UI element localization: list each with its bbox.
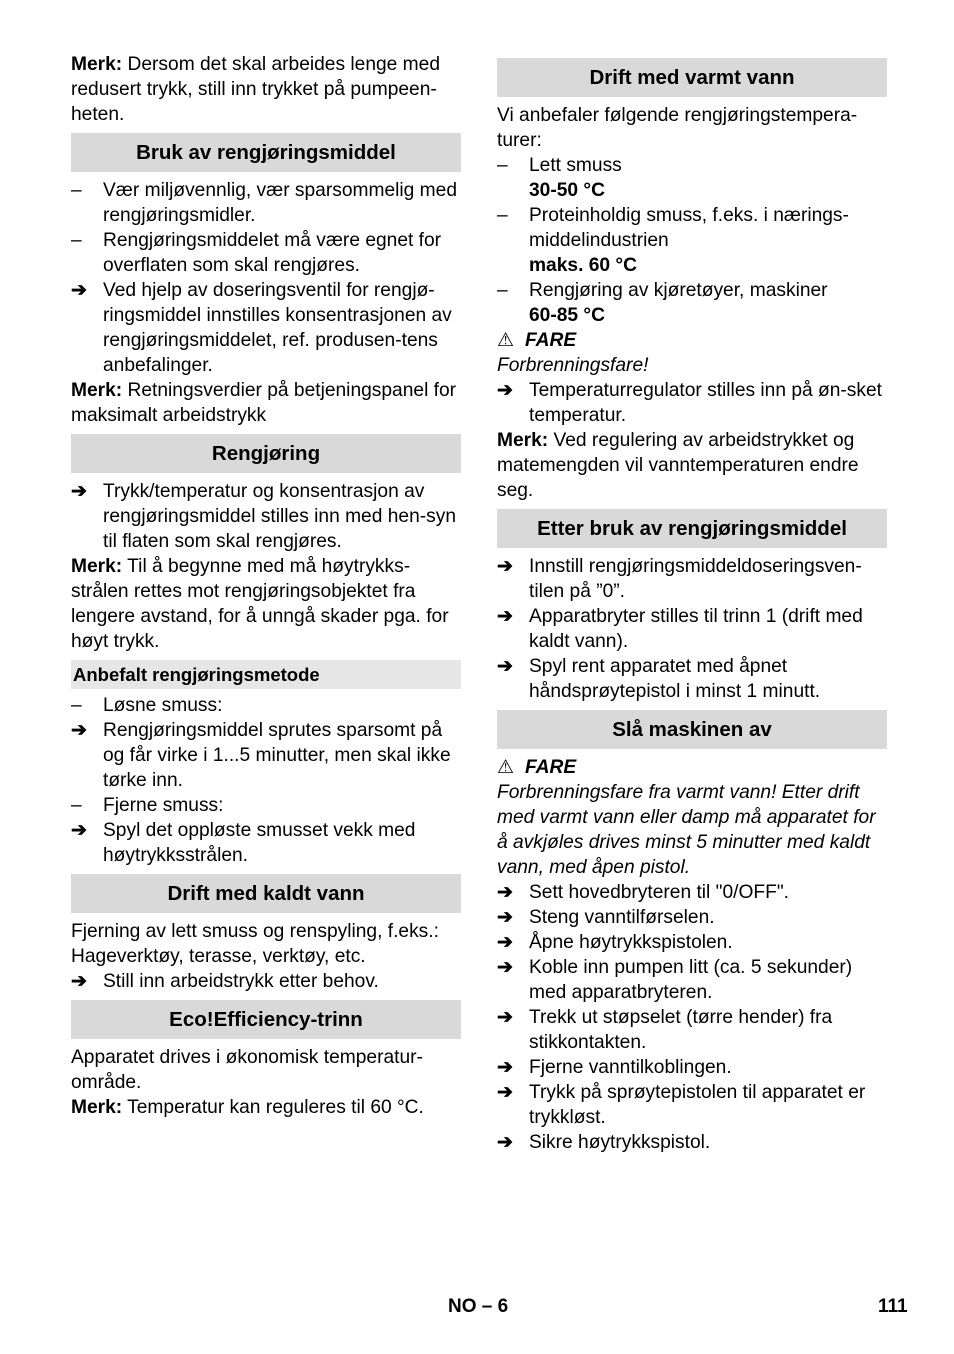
dash-bullet: – (497, 205, 508, 226)
list-item: ➔ Åpne høytrykkspistolen. (497, 932, 733, 953)
paragraph: Fjerning av lett smuss og renspyling, f.eks.: Hageverktøy, terasse, verktøy, etc. (71, 921, 439, 967)
note: Merk: Ved regulering av arbeidstrykket og matemengden vil vanntemperaturen endre seg. (497, 430, 859, 501)
list-item: – Rengjøring av kjøretøyer, maskiner (497, 280, 828, 301)
list-item: ➔ Koble inn pumpen litt (ca. 5 sekunder) med apparatbryteren. (497, 957, 853, 1003)
dash-bullet: – (71, 180, 82, 201)
list-item: ➔ Still inn arbeidstrykk etter behov. (71, 971, 379, 992)
arrow-icon: ➔ (71, 820, 88, 841)
note: Merk: Retningsverdier på betjeningspanel for maksimalt arbeidstrykk (71, 380, 457, 426)
arrow-icon: ➔ (71, 481, 88, 502)
heading-hot-water: Drift med varmt vann (497, 58, 887, 97)
list-item: – Proteinholdig smuss, f.eks. i nærings-middelindustrien (497, 205, 849, 251)
list-item: ➔ Trykk/temperatur og konsentrasjon av rengjøringsmiddel stilles inn med hen-syn til flaten som skal rengjøres. (71, 481, 456, 552)
note: Merk: Temperatur kan reguleres til 60 °C. (71, 1097, 424, 1118)
paragraph: Apparatet drives i økonomisk temperatur-område. (71, 1047, 423, 1093)
list-item: ➔ Apparatbryter stilles til trinn 1 (drift med kaldt vann). (497, 606, 863, 652)
paragraph: Vi anbefaler følgende rengjøringstempera-turer: (497, 105, 858, 151)
warning-label: ⚠ FARE (497, 330, 577, 351)
list-item: ➔ Trekk ut støpselet (tørre hender) fra stikkontakten. (497, 1007, 833, 1053)
left-column (71, 52, 461, 1120)
list-item: ➔ Steng vanntilførselen. (497, 907, 715, 928)
arrow-icon: ➔ (497, 907, 514, 928)
list-item: ➔ Sett hovedbryteren til "0/OFF". (497, 882, 789, 903)
heading-cleaning: Rengjøring (71, 434, 461, 473)
note: Merk: Til å begynne med må høytrykks-strålen rettes mot rengjøringsobjektet fra lengere avstand, for å unngå skader pga. for høyt trykk. (71, 556, 449, 652)
list-item: ➔ Fjerne vanntilkoblingen. (497, 1057, 732, 1078)
heading-turn-off: Slå maskinen av (497, 710, 887, 749)
arrow-icon: ➔ (497, 957, 514, 978)
temperature-value: 60-85 °C (529, 305, 605, 326)
warning-text: Forbrenningsfare fra varmt vann! Etter drift med varmt vann eller damp må apparatet for å avkjøles drives minst 5 minutter med kaldt vann, med åpen pistol. (497, 782, 876, 878)
heading-cleaning-agent: Bruk av rengjøringsmiddel (71, 133, 461, 172)
list-item: ➔ Sikre høytrykkspistol. (497, 1132, 711, 1153)
warning-icon: ⚠ (497, 330, 515, 351)
warning-icon: ⚠ (497, 757, 515, 778)
heading-after-cleaning-agent: Etter bruk av rengjøringsmiddel (497, 509, 887, 548)
list-item: – Løsne smuss: (71, 695, 223, 716)
arrow-icon: ➔ (71, 280, 88, 301)
dash-bullet: – (71, 695, 82, 716)
list-item: ➔ Trykk på sprøytepistolen til apparatet er trykkløst. (497, 1082, 866, 1128)
dash-bullet: – (497, 280, 508, 301)
arrow-icon: ➔ (71, 971, 88, 992)
list-item: – Fjerne smuss: (71, 795, 224, 816)
list-item: ➔ Innstill rengjøringsmiddeldoseringsven-tilen på ”0”. (497, 556, 862, 602)
dash-bullet: – (71, 795, 82, 816)
temperature-value: 30-50 °C (529, 180, 605, 201)
list-item: – Rengjøringsmiddelet må være egnet for overflaten som skal rengjøres. (71, 230, 442, 276)
warning-label: ⚠ FARE (497, 757, 577, 778)
arrow-icon: ➔ (497, 1007, 514, 1028)
list-item: ➔ Temperaturregulator stilles inn på øn-sket temperatur. (497, 380, 882, 426)
arrow-icon: ➔ (497, 380, 514, 401)
list-item: ➔ Spyl det oppløste smusset vekk med høytrykksstrålen. (71, 820, 416, 866)
list-item: – Lett smuss (497, 155, 622, 176)
arrow-icon: ➔ (497, 1057, 514, 1078)
arrow-icon: ➔ (497, 882, 514, 903)
dash-bullet: – (497, 155, 508, 176)
list-item: ➔ Rengjøringsmiddel sprutes sparsomt på og får virke i 1...5 minutter, men skal ikke tørke inn. (71, 720, 451, 791)
arrow-icon: ➔ (497, 556, 514, 577)
list-item: – Vær miljøvennlig, vær sparsommelig med rengjøringsmidler. (71, 180, 457, 226)
note-intro: Merk: Dersom det skal arbeides lenge med redusert trykk, still inn trykket på pumpeen-heten. (71, 54, 441, 125)
subheading-recommended-method: Anbefalt rengjøringsmetode (71, 660, 461, 689)
heading-eco-efficiency: Eco!Efficiency-trinn (71, 1000, 461, 1039)
dash-bullet: – (71, 230, 82, 251)
warning-text: Forbrenningsfare! (497, 355, 649, 376)
footer-section-label: NO – 6 (448, 1296, 509, 1317)
list-item: ➔ Ved hjelp av doseringsventil for rengjø-ringsmiddel innstilles konsentrasjonen av rengjøringsmiddelet, ref. produsen-tens anbefalinger. (71, 280, 452, 376)
right-column (497, 52, 887, 1155)
temperature-value: maks. 60 °C (529, 255, 637, 276)
list-item: ➔ Spyl rent apparatet med åpnet håndsprøytepistol i minst 1 minutt. (497, 656, 821, 702)
heading-cold-water: Drift med kaldt vann (71, 874, 461, 913)
page-number: 111 (878, 1296, 908, 1317)
arrow-icon: ➔ (497, 606, 514, 627)
arrow-icon: ➔ (497, 656, 514, 677)
arrow-icon: ➔ (497, 932, 514, 953)
arrow-icon: ➔ (497, 1082, 514, 1103)
arrow-icon: ➔ (71, 720, 88, 741)
arrow-icon: ➔ (497, 1132, 514, 1153)
